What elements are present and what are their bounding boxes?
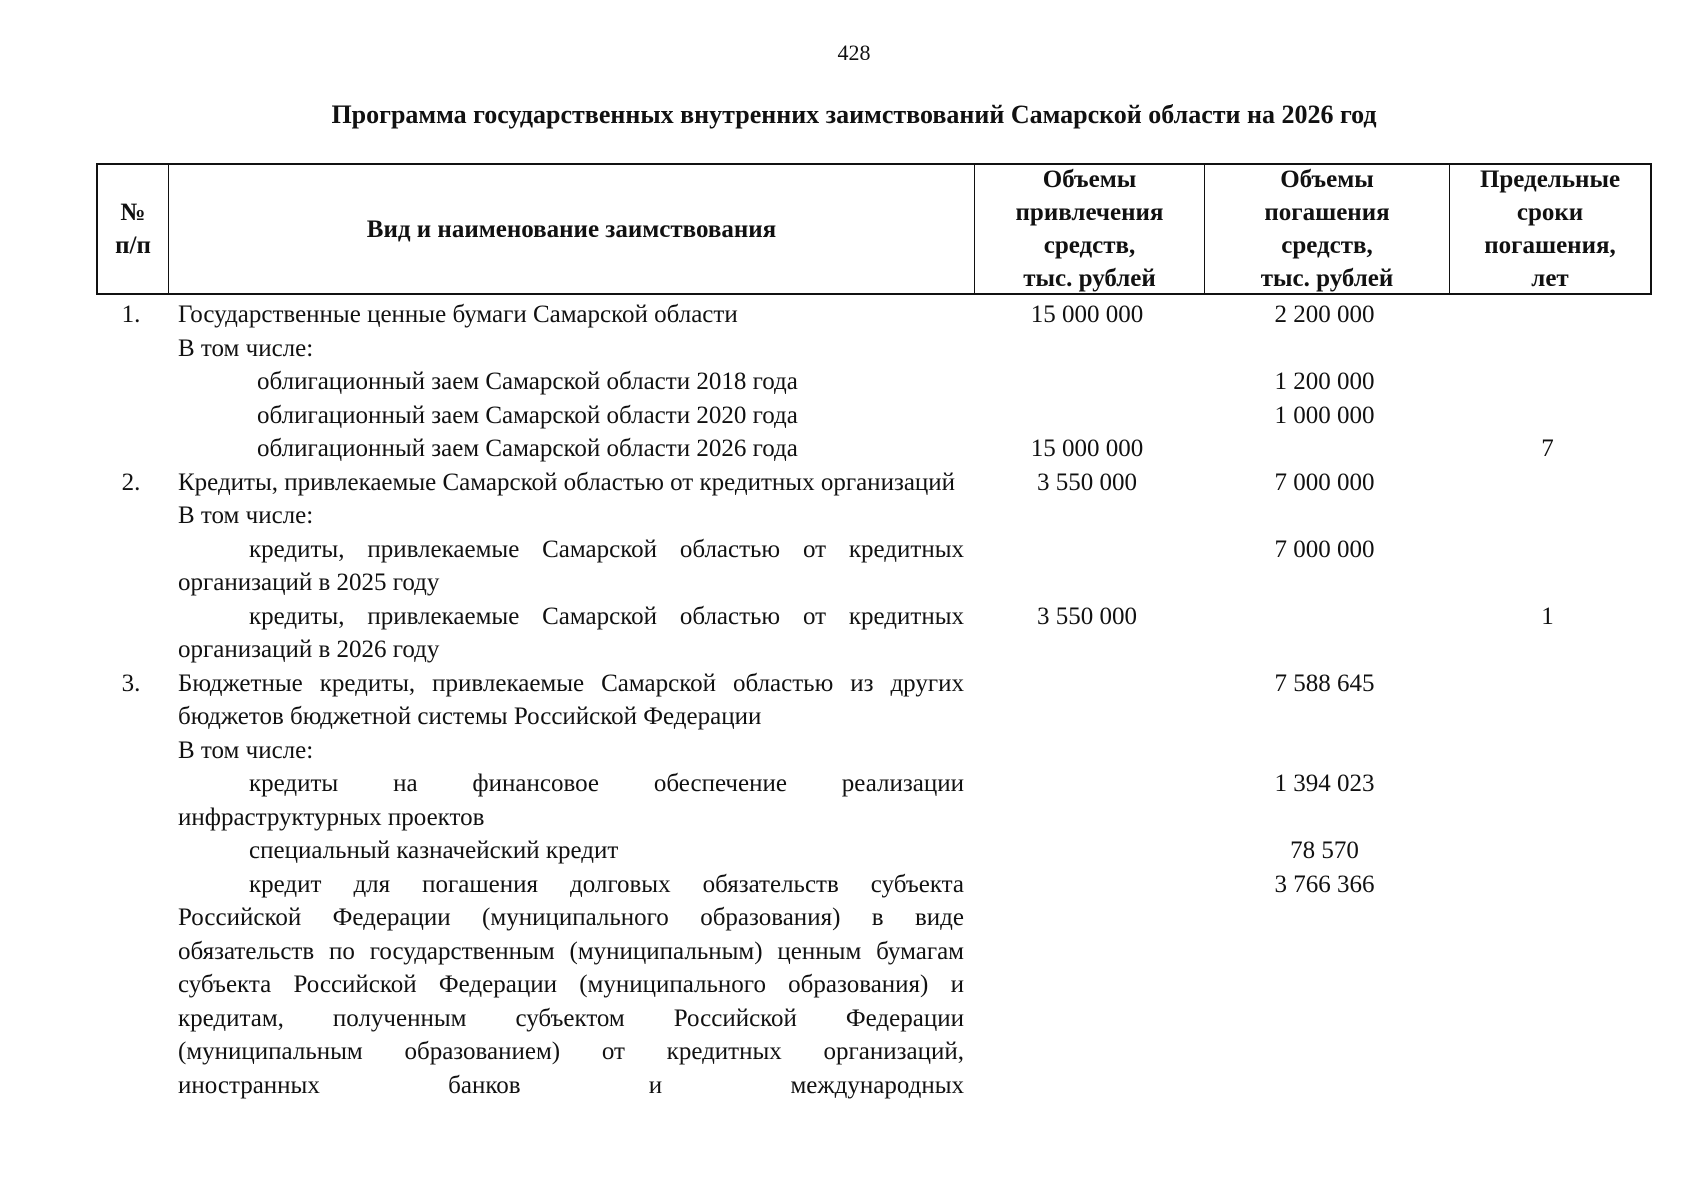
row-name: Государственные ценные бумаги Самарской области [178, 301, 738, 328]
table-body [96, 298, 1652, 1102]
row-number: 1. [121, 301, 141, 328]
row-attraction: 15 000 000 [1030, 435, 1144, 462]
row-attraction: 3 550 000 [1037, 602, 1137, 630]
header-name [168, 165, 974, 293]
row-name: Кредиты, привлекаемые Самарской областью от кредитных организаций [178, 468, 956, 496]
row-term: 1 [1541, 602, 1554, 630]
table-row [96, 499, 1652, 533]
table-row [96, 600, 1652, 667]
row-name: облигационный заем Самарской области 2018 года [257, 368, 798, 395]
row-repayment: 1 000 000 [1274, 401, 1375, 429]
row-name: В том числе: [178, 334, 314, 362]
table-row [96, 734, 1652, 768]
row-repayment: 3 766 366 [1274, 870, 1375, 898]
header-attraction-label: Объемы привлечения средств, тыс. рублей [1015, 166, 1164, 292]
header-term [1449, 165, 1650, 293]
row-repayment: 7 588 645 [1274, 669, 1375, 697]
table-row [96, 834, 1652, 868]
table-header [96, 163, 1652, 295]
header-number [98, 165, 168, 293]
header-number-label: № п/п [115, 199, 151, 259]
header-attraction [974, 165, 1204, 293]
row-repayment: 1 394 023 [1274, 770, 1375, 797]
row-name: кредит для погашения долговых обязательств субъекта Российской Федерации (муниципального образования) в виде обязательств по государственным (муниципальным) ценным бумагам субъекта Российской Федерации (муниципального образования) и кредитам, полученным субъектом Российской Федерации (муниципальным образованием) от кредитных организаций, иностранных банков и международных [178, 870, 964, 1099]
table-row [96, 667, 1652, 734]
row-attraction: 3 550 000 [1037, 468, 1137, 496]
table-row [96, 533, 1652, 600]
header-repayment-label: Объемы погашения средств, тыс. рублей [1260, 166, 1394, 292]
table-row [96, 432, 1652, 466]
table-row [96, 332, 1652, 366]
row-number: 2. [121, 468, 141, 496]
row-number: 3. [121, 669, 141, 697]
table-row [96, 767, 1652, 834]
table-row [96, 399, 1652, 433]
row-name: кредиты, привлекаемые Самарской областью от кредитных организаций в 2026 году [178, 602, 964, 663]
header-repayment [1204, 165, 1449, 293]
row-name: кредиты, привлекаемые Самарской областью от кредитных организаций в 2025 году [178, 535, 964, 596]
row-name: Бюджетные кредиты, привлекаемые Самарской областью из других бюджетов бюджетной системы Российской Федерации [178, 669, 964, 730]
header-term-label: Предельные сроки погашения, лет [1479, 166, 1621, 292]
row-repayment: 2 200 000 [1274, 301, 1375, 328]
table-row [96, 868, 1652, 1103]
row-repayment: 7 000 000 [1274, 468, 1375, 496]
table-row [96, 466, 1652, 500]
row-repayment: 1 200 000 [1274, 368, 1375, 395]
row-name: кредиты на финансовое обеспечение реализации инфраструктурных проектов [178, 770, 964, 831]
row-name: облигационный заем Самарской области 2026 года [257, 435, 798, 462]
row-name: специальный казначейский кредит [249, 837, 619, 864]
row-name: В том числе: [178, 502, 314, 529]
header-name-label: Вид и наименование заимствования [366, 215, 777, 243]
table-row [96, 365, 1652, 399]
row-name: В том числе: [178, 736, 314, 764]
row-repayment: 78 570 [1290, 837, 1359, 864]
document-title: Программа государственных внутренних заимствований Самарской области на 2026 год [331, 100, 1377, 129]
row-term: 7 [1541, 435, 1554, 462]
row-repayment: 7 000 000 [1274, 535, 1375, 563]
row-attraction: 15 000 000 [1030, 301, 1144, 328]
row-name: облигационный заем Самарской области 2020 года [257, 401, 798, 429]
table-row [96, 298, 1652, 332]
page-number: 428 [837, 40, 871, 65]
